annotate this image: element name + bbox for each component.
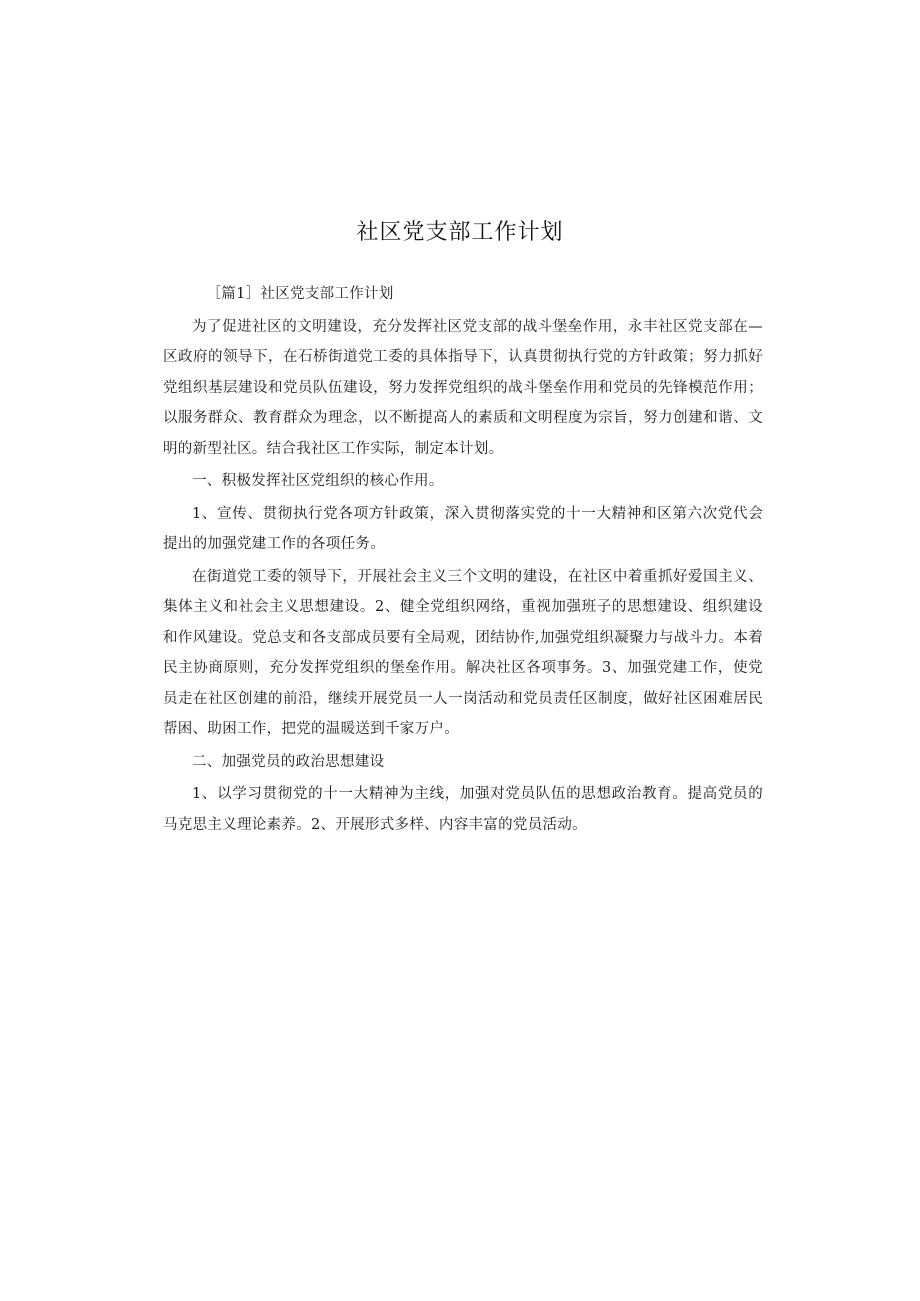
section-heading-part-1: ［篇1］社区党支部工作计划 <box>206 286 394 302</box>
heading-section-one: 一、积极发挥社区党组织的核心作用。 <box>192 473 444 489</box>
intro-paragraph: 为了促进社区的文明建设，充分发挥社区党支部的战斗堡垒作用，永丰社区党支部在—区政府的领导下，在石桥街道党工委的具体指导下，认真贯彻执行党的方针政策；努力抓好党组织基层建设和党员队伍建设，努力发挥党组织的战斗堡垒作用和党员的先锋模范作用；以服务群众、教育群众为理念，以不断提高人的素质和文明程度为宗旨，努力创建和谐、文明的新型社区。结合我社区工作实际，制定本计划。 <box>163 318 763 457</box>
document-body <box>163 279 763 840</box>
document-title: 社区党支部工作计划 <box>356 220 564 245</box>
heading-section-two: 二、加强党员的政治思想建设 <box>192 753 385 770</box>
study-paragraph: 1、以学习贯彻党的十一大精神为主线，加强对党员队伍的思想政治教育。提高党员的马克思主义理论素养。2、开展形式多样、内容丰富的党员活动。 <box>163 786 763 833</box>
item-one-paragraph: 1、宣传、贯彻执行党各项方针政策，深入贯彻落实党的十一大精神和区第六次党代会提出的加强党建工作的各项任务。 <box>163 505 763 552</box>
leadership-paragraph: 在街道党工委的领导下，开展社会主义三个文明的建设，在社区中着重抓好爱国主义、集体主义和社会主义思想建设。2、健全党组织网络，重视加强班子的思想建设、组织建设和作风建设。党总支和各支部成员要有全局观，团结协作,加强党组织凝聚力与战斗力。本着民主协商原则，充分发挥党组织的堡垒作用。解决社区各项事务。3、加强党建工作，使党员走在社区创建的前沿，继续开展党员一人一岗活动和党员责任区制度，做好社区困难居民帮困、助困工作，把党的温暖送到千家万户。 <box>163 568 763 737</box>
